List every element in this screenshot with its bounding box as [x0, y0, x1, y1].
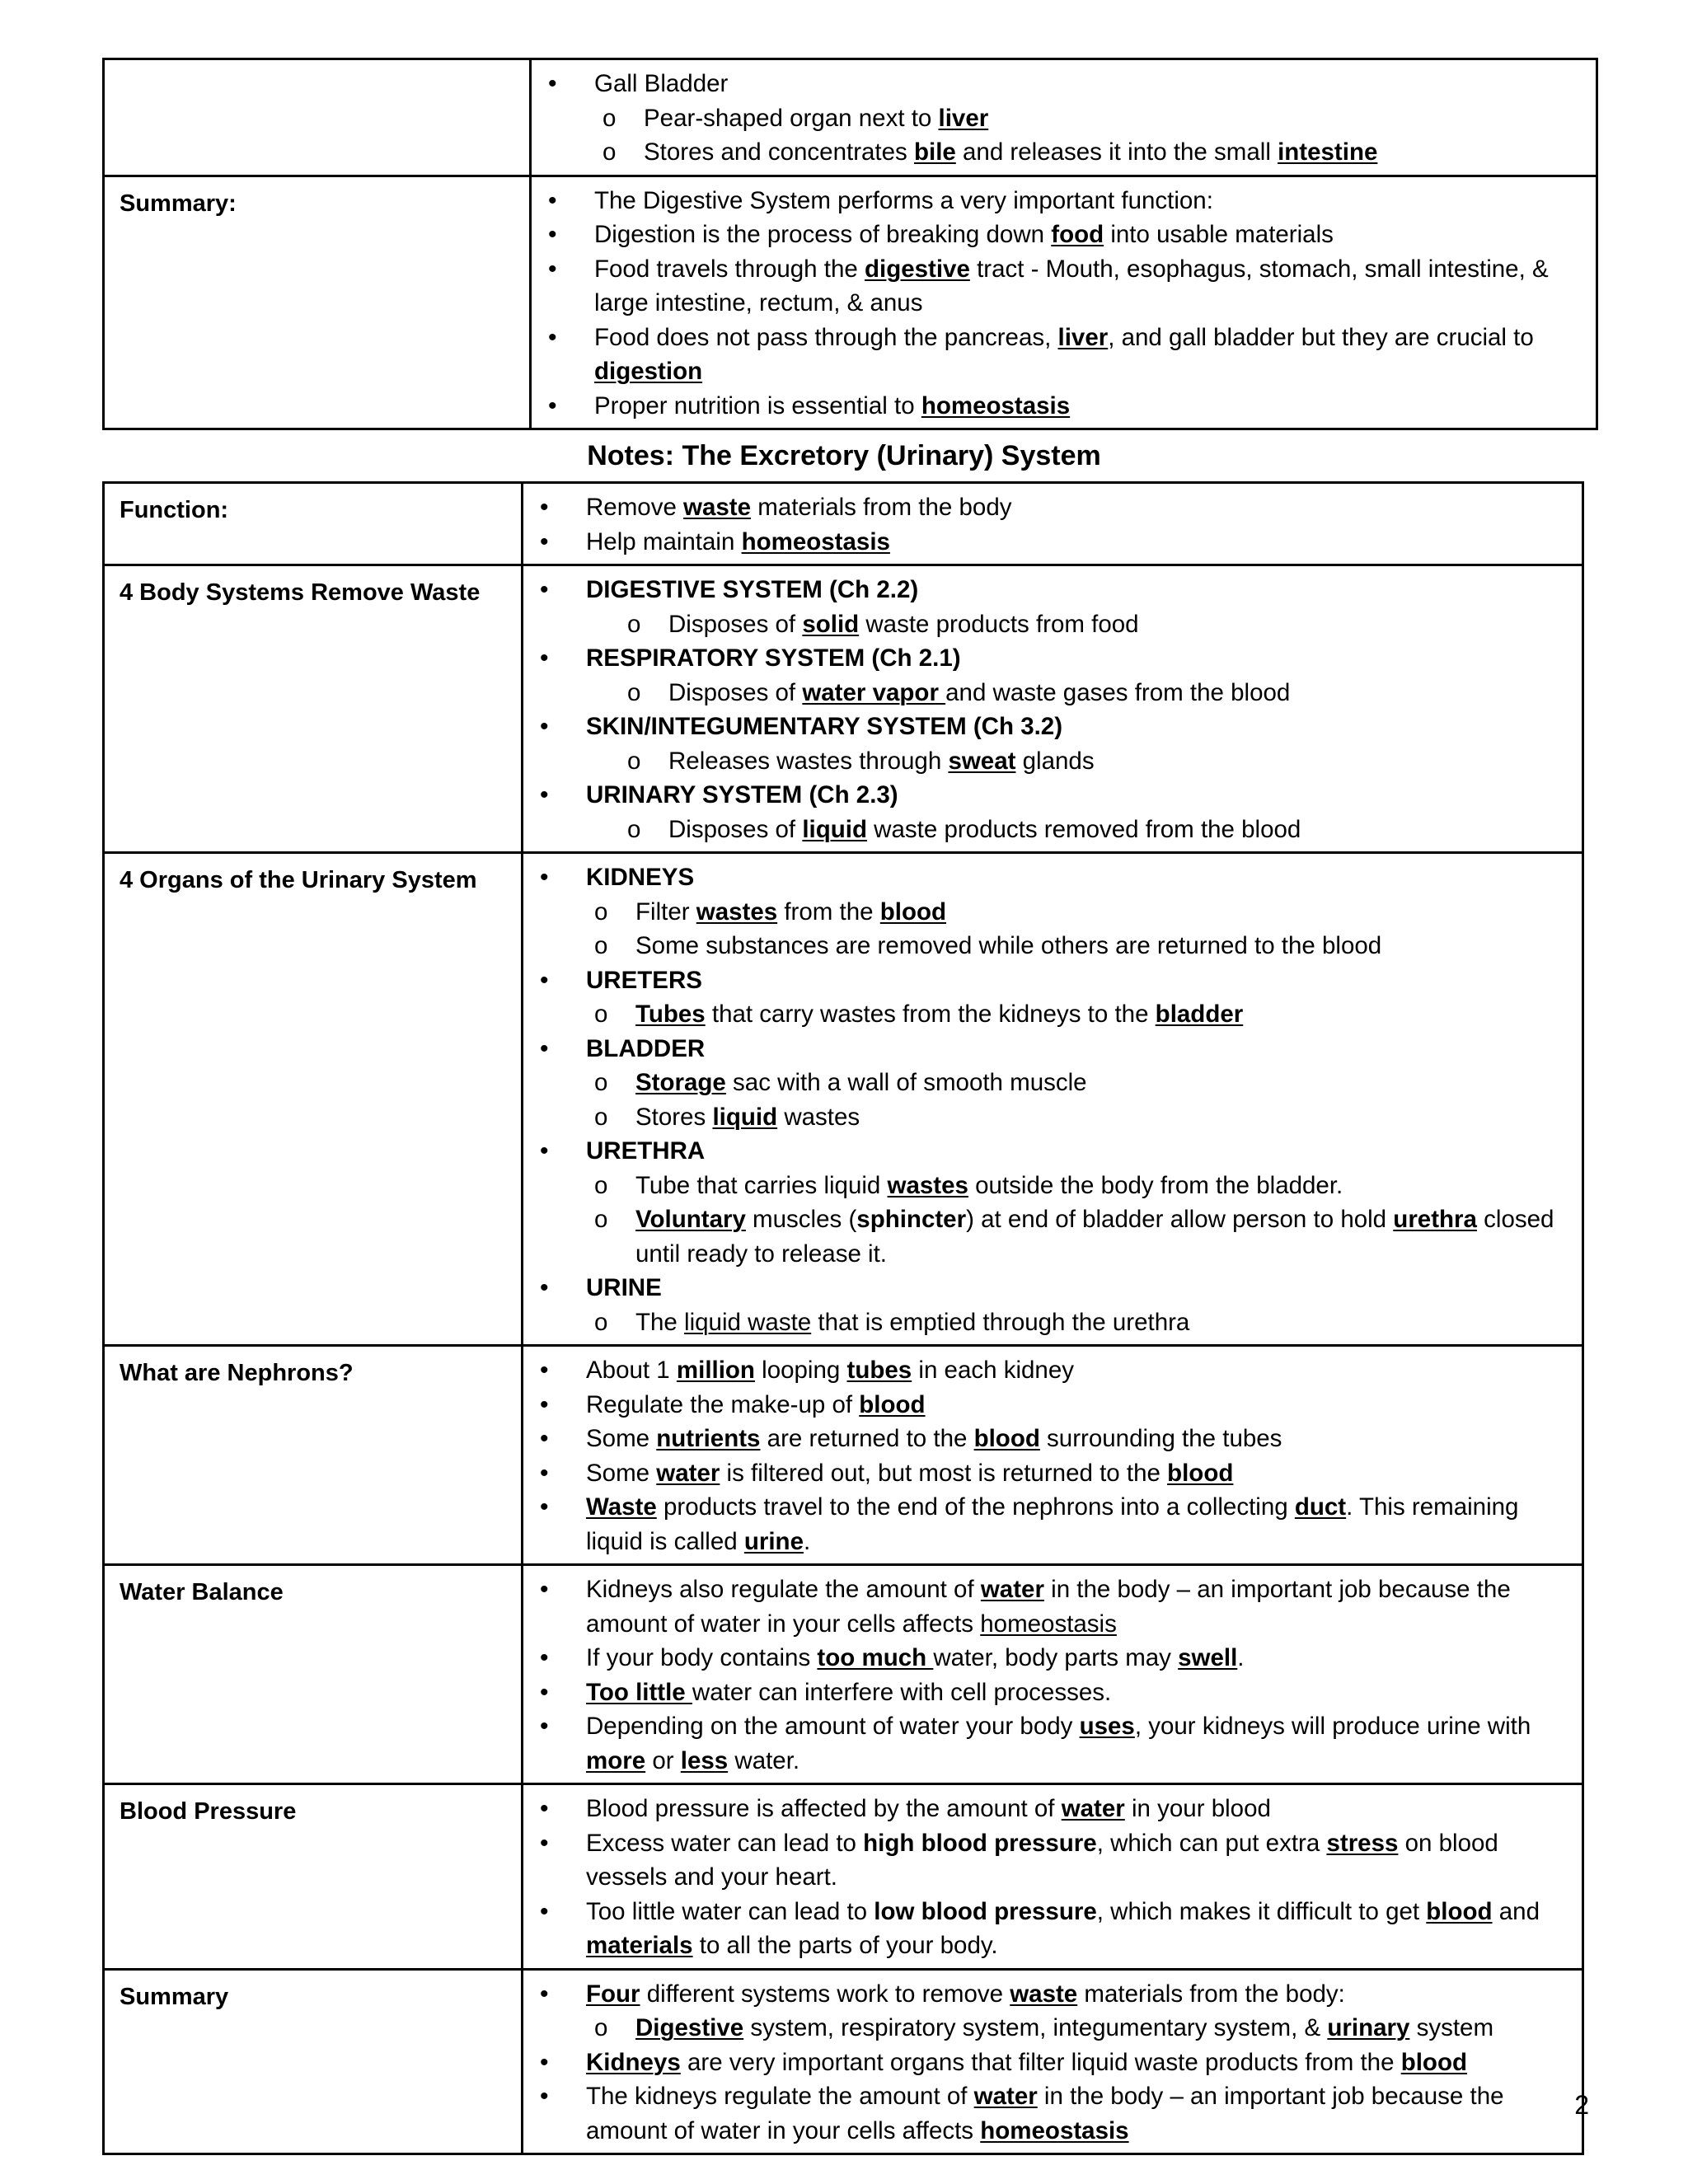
text-run: is filtered out, but most is returned to the	[720, 1459, 1168, 1487]
key-term: more	[586, 1746, 646, 1774]
key-term: Too little	[586, 1678, 692, 1706]
text-run: Regulate the make-up of	[586, 1390, 860, 1418]
key-term: liver	[938, 104, 989, 132]
bullet-item	[523, 1641, 1573, 1675]
key-term: liquid waste	[684, 1308, 812, 1336]
key-term: homeostasis	[921, 391, 1071, 419]
text-run: , and gall bladder but they are crucial to	[1108, 323, 1534, 351]
table-row	[104, 59, 1597, 176]
text-run: Food does not pass through the pancreas,	[594, 323, 1058, 351]
sub-bullet-item	[523, 895, 1573, 930]
bullet-item	[523, 1709, 1573, 1778]
key-term: wastes	[887, 1171, 968, 1199]
key-term: stress	[1326, 1829, 1399, 1857]
key-term: blood	[1167, 1459, 1234, 1487]
bullet-item	[532, 321, 1587, 389]
bullet-item	[523, 1456, 1573, 1491]
row-content	[523, 1565, 1583, 1784]
key-term: digestion	[594, 358, 703, 385]
digestive-notes-table	[102, 58, 1598, 430]
key-term: sweat	[948, 747, 1016, 775]
sub-bullet-item	[523, 997, 1573, 1032]
sub-bullet-item	[523, 676, 1573, 710]
row-content	[531, 59, 1597, 176]
text-run: that is emptied through the urethra	[811, 1308, 1190, 1336]
bullet-item	[523, 1353, 1573, 1388]
text-run: , which makes it difficult to get	[1096, 1897, 1427, 1925]
row-content	[523, 853, 1583, 1346]
bold-text: URINARY SYSTEM (Ch 2.3)	[586, 781, 898, 808]
text-run: water.	[728, 1746, 800, 1774]
bullet-item	[523, 1032, 1573, 1066]
text-run: surrounding the tubes	[1039, 1425, 1282, 1452]
row-content	[523, 1969, 1583, 2154]
bullet-item	[523, 641, 1573, 676]
key-term: waste	[683, 494, 752, 521]
section-heading: Notes: The Excretory (Urinary) System	[587, 440, 1101, 471]
sub-bullet-item	[523, 813, 1573, 847]
excretory-notes-table	[102, 481, 1584, 2155]
row-content	[531, 176, 1597, 429]
row-content	[523, 1346, 1583, 1565]
key-term: water	[656, 1459, 720, 1487]
sub-bullet-item	[532, 101, 1587, 136]
text-run: Disposes of	[668, 678, 803, 706]
sub-bullet-item	[523, 607, 1573, 642]
key-term: bile	[913, 138, 956, 166]
key-term: swell	[1178, 1644, 1238, 1671]
text-run: Kidneys also regulate the amount of	[586, 1576, 981, 1603]
text-run: are very important organs that filter liquid waste products from the	[680, 2048, 1401, 2076]
text-run: closed until ready to release it.	[635, 1206, 1554, 1268]
key-term: urinary	[1327, 2014, 1410, 2041]
text-run: Some	[586, 1459, 657, 1487]
row-content	[523, 1784, 1583, 1970]
text-run: looping	[754, 1357, 847, 1384]
text-run: If your body contains	[586, 1644, 818, 1671]
key-term: million	[676, 1357, 755, 1384]
bullet-item	[523, 1134, 1573, 1169]
row-label: 4 Body Systems Remove Waste	[104, 565, 523, 853]
text-run: Releases wastes through	[668, 747, 949, 775]
text-run: Disposes of	[668, 815, 803, 843]
key-term: Voluntary	[635, 1206, 746, 1233]
key-term: homeostasis	[741, 527, 890, 555]
bullet-item	[523, 1271, 1573, 1305]
bold-text: URETHRA	[586, 1137, 706, 1165]
bold-text: URETERS	[586, 966, 702, 994]
text-run: Filter	[635, 898, 696, 926]
bullet-item	[523, 860, 1573, 895]
bold-text: low blood pressure	[874, 1897, 1097, 1925]
text-run: Food travels through the	[594, 255, 865, 283]
bold-text: high blood pressure	[863, 1829, 1097, 1857]
key-term: solid	[802, 610, 860, 638]
sub-bullet-item	[532, 135, 1587, 170]
key-term: waste	[1010, 1980, 1078, 2008]
text-run: and	[1492, 1897, 1540, 1925]
text-run: waste products from food	[859, 610, 1139, 638]
bullet-item	[523, 1792, 1573, 1826]
key-term: Four	[586, 1980, 640, 2008]
text-run: water can interfere with cell processes.	[692, 1678, 1112, 1706]
key-term: homeostasis	[980, 2116, 1129, 2144]
text-run: Disposes of	[668, 610, 803, 638]
key-term: urine	[743, 1527, 804, 1555]
text-run: Excess water can lead to	[586, 1829, 864, 1857]
bullet-item	[523, 1977, 1573, 2012]
row-label	[104, 59, 531, 176]
text-run: and releases it into the small	[955, 138, 1278, 166]
key-term: blood	[1426, 1897, 1493, 1925]
text-run: wastes	[777, 1103, 860, 1131]
key-term: urethra	[1393, 1206, 1477, 1233]
key-term: duct	[1294, 1493, 1347, 1521]
sub-bullet-item	[523, 1305, 1573, 1340]
bullet-item	[523, 573, 1573, 607]
text-run: Stores and concentrates	[644, 138, 914, 166]
key-term: less	[680, 1746, 729, 1774]
row-label: Function:	[104, 483, 523, 565]
text-run: system, respiratory system, integumentary system, &	[743, 2014, 1328, 2041]
text-run: in the body – an important job because the amount of water in your cells affects	[586, 2083, 1504, 2144]
key-term: liquid	[802, 815, 867, 843]
text-run: The	[635, 1308, 685, 1336]
sub-bullet-item	[523, 1066, 1573, 1100]
text-run: Gall Bladder	[594, 70, 729, 97]
sub-bullet-item	[523, 1169, 1573, 1203]
text-run: from the	[777, 898, 880, 926]
text-run: system	[1409, 2014, 1494, 2041]
table-row	[104, 176, 1597, 429]
text-run: glands	[1015, 747, 1095, 775]
key-term: water	[980, 1576, 1044, 1603]
bullet-item	[532, 184, 1587, 218]
key-term: intestine	[1278, 138, 1378, 166]
key-term: blood	[859, 1390, 926, 1418]
text-run: Remove	[586, 494, 684, 521]
text-run: .	[803, 1527, 811, 1555]
table-row	[104, 853, 1583, 1346]
table-row	[104, 483, 1583, 565]
text-run: different systems work to remove	[640, 1980, 1010, 2008]
key-term: blood	[1400, 2048, 1467, 2076]
key-term: liver	[1057, 323, 1109, 351]
text-run: or	[645, 1746, 681, 1774]
text-run: sac with a wall of smooth muscle	[725, 1069, 1087, 1096]
text-run: products travel to the end of the nephrons into a collecting	[656, 1493, 1295, 1521]
text-run: About 1	[586, 1357, 677, 1384]
key-term: water vapor	[802, 678, 946, 706]
text-run: muscles (	[745, 1206, 857, 1233]
table-row	[104, 565, 1583, 853]
text-run: Help maintain	[586, 527, 742, 555]
text-run: The Digestive System performs a very important function:	[594, 186, 1213, 214]
key-term: liquid	[712, 1103, 778, 1131]
text-run: Some	[586, 1425, 657, 1452]
text-run: on blood vessels and your heart.	[586, 1829, 1498, 1891]
sub-bullet-item	[523, 929, 1573, 963]
key-term: homeostasis	[980, 1610, 1117, 1638]
text-run: The kidneys regulate the amount of	[586, 2083, 974, 2110]
bold-text: BLADDER	[586, 1034, 706, 1062]
text-run: Too little water can lead to	[586, 1897, 874, 1925]
text-run: Some substances are removed while others are returned to the blood	[635, 932, 1382, 959]
key-term: uses	[1079, 1713, 1135, 1740]
bullet-item	[523, 1675, 1573, 1710]
bullet-item	[523, 1422, 1573, 1456]
key-term: blood	[973, 1425, 1040, 1452]
bold-text: KIDNEYS	[586, 864, 695, 891]
bold-text: DIGESTIVE SYSTEM (Ch 2.2)	[586, 576, 919, 603]
key-term: too much	[817, 1644, 934, 1671]
bullet-item	[523, 1895, 1573, 1963]
text-run: outside the body from the bladder.	[968, 1171, 1343, 1199]
text-run: in the body – an important job because the amount of water in your cells affects	[586, 1576, 1511, 1638]
table-row	[104, 1784, 1583, 1970]
row-label: Summary	[104, 1969, 523, 2154]
text-run: materials from the body:	[1077, 1980, 1345, 2008]
key-term: water	[1061, 1795, 1125, 1822]
text-run: and waste gases from the blood	[945, 678, 1291, 706]
bullet-item	[532, 252, 1587, 321]
text-run: in each kidney	[912, 1357, 1074, 1384]
sub-bullet-item	[523, 744, 1573, 779]
key-term: blood	[879, 898, 947, 926]
sub-bullet-item	[523, 1100, 1573, 1135]
text-run: into usable materials	[1104, 221, 1334, 248]
bullet-item	[523, 525, 1573, 560]
key-term: bladder	[1155, 1001, 1244, 1028]
text-run: waste products removed from the blood	[866, 815, 1301, 843]
bullet-item	[523, 710, 1573, 744]
text-run: .	[1237, 1644, 1245, 1671]
bullet-item	[532, 67, 1587, 101]
bullet-item	[523, 2079, 1573, 2148]
bullet-item	[523, 1490, 1573, 1558]
text-run: , which can put extra	[1096, 1829, 1327, 1857]
key-term: food	[1051, 221, 1104, 248]
sub-bullet-item	[523, 2011, 1573, 2046]
table-row	[104, 1565, 1583, 1784]
sub-bullet-item	[523, 1202, 1573, 1271]
bullet-item	[523, 490, 1573, 525]
text-run: ) at end of bladder allow person to hold	[966, 1206, 1394, 1233]
bold-text: RESPIRATORY SYSTEM (Ch 2.1)	[586, 644, 961, 672]
key-term: tubes	[846, 1357, 912, 1384]
text-run: Digestion is the process of breaking down	[594, 221, 1052, 248]
bullet-item	[523, 1572, 1573, 1641]
bold-text: sphincter	[856, 1206, 967, 1233]
bullet-item	[532, 218, 1587, 252]
row-label: Water Balance	[104, 1565, 523, 1784]
row-label: Blood Pressure	[104, 1784, 523, 1970]
text-run: to all the parts of your body.	[692, 1932, 998, 1959]
table-row	[104, 1346, 1583, 1565]
bold-text: SKIN/INTEGUMENTARY SYSTEM (Ch 3.2)	[586, 713, 1063, 740]
key-term: materials	[586, 1932, 693, 1959]
key-term: nutrients	[656, 1425, 761, 1452]
row-content	[523, 565, 1583, 853]
key-term: digestive	[864, 255, 970, 283]
bullet-item	[523, 1826, 1573, 1895]
text-run: Blood pressure is affected by the amount of	[586, 1795, 1062, 1822]
key-term: Storage	[635, 1069, 726, 1096]
row-label: Summary:	[104, 176, 531, 429]
key-term: Waste	[586, 1493, 657, 1521]
table-row	[104, 1969, 1583, 2154]
bullet-item	[523, 963, 1573, 998]
text-run: water, body parts may	[933, 1644, 1179, 1671]
bullet-item	[523, 1388, 1573, 1422]
text-run: Pear-shaped organ next to	[644, 104, 939, 132]
text-run: materials from the body	[751, 494, 1012, 521]
bold-text: URINE	[586, 1274, 662, 1301]
text-run: Proper nutrition is essential to	[594, 391, 921, 419]
text-run: tract - Mouth, esophagus, stomach, small intestine, & large intestine, rectum, & anus	[594, 255, 1549, 316]
bullet-item	[532, 389, 1587, 424]
key-term: Tubes	[635, 1001, 706, 1028]
key-term: Kidneys	[586, 2048, 681, 2076]
page-number: 2	[1574, 2090, 1589, 2120]
key-term: Digestive	[635, 2014, 744, 2041]
row-label: 4 Organs of the Urinary System	[104, 853, 523, 1346]
key-term: water	[973, 2083, 1038, 2110]
bullet-item	[523, 2046, 1573, 2080]
row-content	[523, 483, 1583, 565]
row-label: What are Nephrons?	[104, 1346, 523, 1565]
text-run: . This remaining liquid is called	[586, 1493, 1519, 1555]
text-run: , your kidneys will produce urine with	[1134, 1713, 1531, 1740]
key-term: wastes	[696, 898, 778, 926]
text-run: are returned to the	[760, 1425, 974, 1452]
text-run: that carry wastes from the kidneys to the	[705, 1001, 1156, 1028]
text-run: in your blood	[1124, 1795, 1271, 1822]
text-run: Stores	[635, 1103, 713, 1131]
text-run: Tube that carries liquid	[635, 1171, 888, 1199]
text-run: Depending on the amount of water your body	[586, 1713, 1080, 1740]
bullet-item	[523, 778, 1573, 813]
